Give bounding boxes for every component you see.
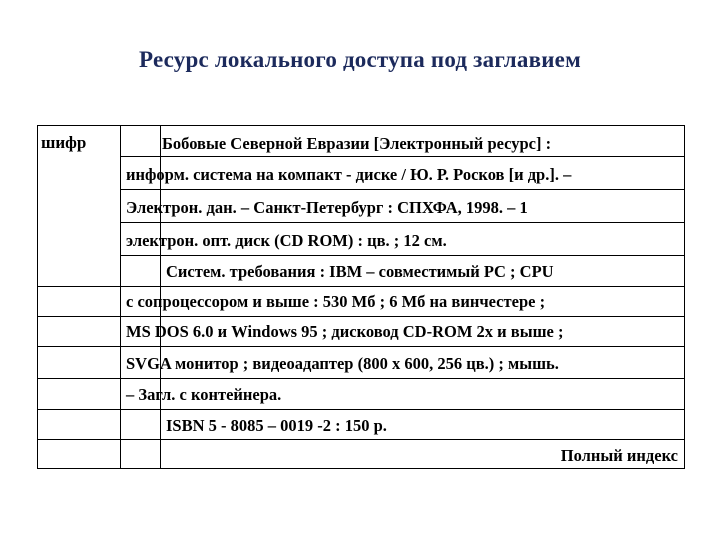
card-line-8: SVGA монитор ; видеоадаптер (800 x 600, 256 цв.) ; мышь. <box>126 354 559 373</box>
card-line-7: MS DOS 6.0 и Windows 95 ; дисковод CD-ROM 2x и выше ; <box>126 322 564 341</box>
card-line-9: – Загл. с контейнера. <box>126 385 282 404</box>
card-line-4: электрон. опт. диск (CD ROM) : цв. ; 12 см. <box>126 231 447 250</box>
row-divider <box>38 346 684 347</box>
card-line-6: с сопроцессором и выше : 530 Мб ; 6 Мб на винчестере ; <box>126 292 546 311</box>
card-line-10: ISBN 5 - 8085 – 0019 -2 : 150 р. <box>166 416 387 435</box>
row-divider <box>120 189 684 190</box>
row-divider <box>38 316 684 317</box>
card-line-1: Бобовые Северной Евразии [Электронный ресурс] : <box>162 134 552 153</box>
row-divider <box>38 286 684 287</box>
card-line-2: информ. система на компакт - диске / Ю. Р. Росков [и др.]. – <box>126 165 572 184</box>
column-divider <box>120 126 121 468</box>
card-line-5: Систем. требования : IBM – совместимый PC ; CPU <box>166 262 554 281</box>
catalog-card-table <box>37 125 685 469</box>
row-divider <box>38 439 684 440</box>
cipher-label: шифр <box>41 133 87 152</box>
card-line-3: Электрон. дан. – Санкт-Петербург : СПХФА, 1998. – 1 <box>126 198 528 217</box>
row-divider <box>38 378 684 379</box>
row-divider <box>120 222 684 223</box>
full-index-label: Полный индекс <box>560 446 678 465</box>
row-divider <box>38 409 684 410</box>
page-title: Ресурс локального доступа под заглавием <box>139 47 581 72</box>
row-divider <box>120 156 684 157</box>
row-divider <box>120 255 684 256</box>
